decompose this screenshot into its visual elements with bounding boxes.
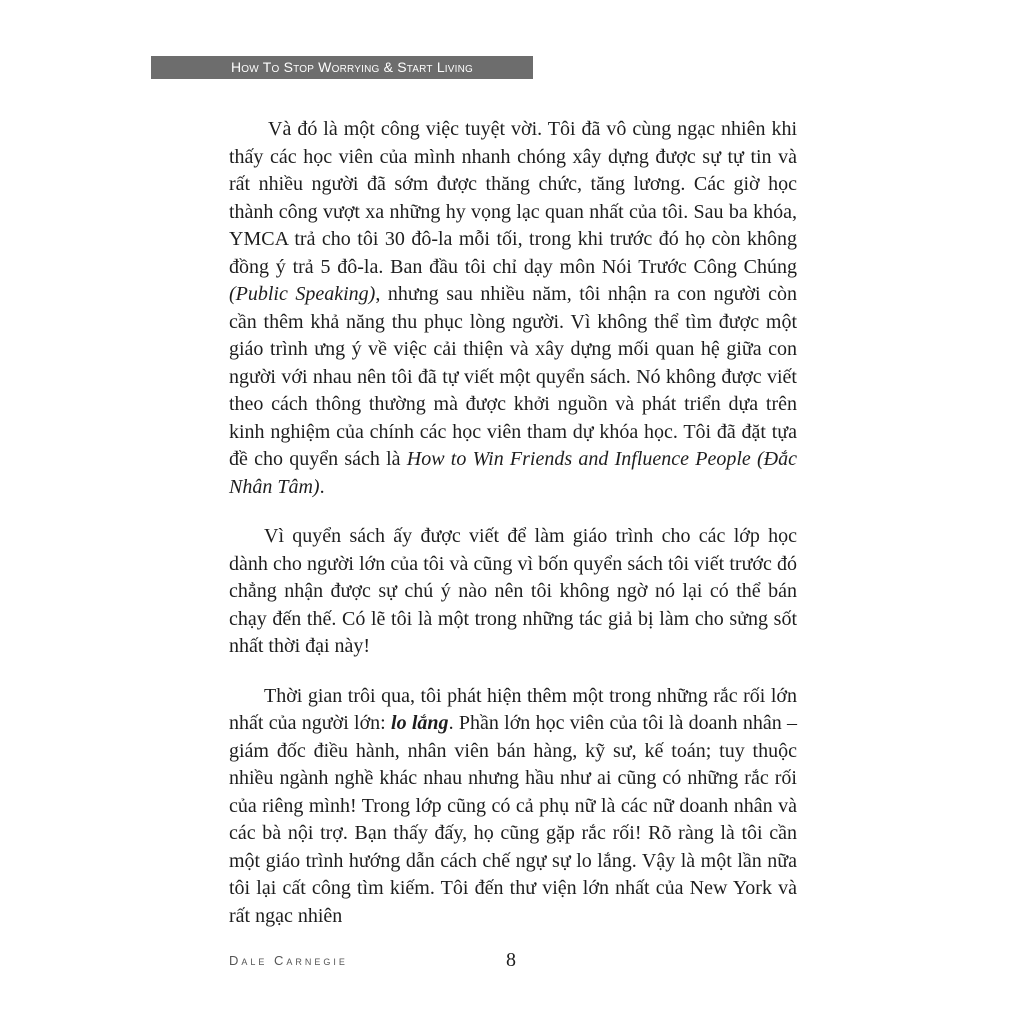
page-number: 8 bbox=[506, 949, 516, 971]
paragraph-1-text-c: . bbox=[319, 475, 325, 498]
paragraph-1 bbox=[229, 116, 797, 501]
paragraph-3 bbox=[229, 683, 797, 931]
running-header-title: How To Stop Worrying & Start Living bbox=[231, 59, 474, 75]
paragraph-1-italic-a: (Public Speaking) bbox=[229, 283, 376, 305]
paragraph-3-text-b: . Phần lớn học viên của tôi là doanh nhân – giám đốc điều hành, nhân viên bán hàng, kỹ sư, kế toán; tuy thuộc nhiều ngành nghề khác nhau nhưng hầu như ai cũng có những rắc rối của riêng mình! Trong lớp cũng có cả phụ nữ là các nữ doanh nhân và các bà nội trợ. Bạn thấy đấy, họ cũng gặp rắc rối! Rõ ràng là tôi cần một giáo trình hướng dẫn cách chế ngự sự lo lắng. Vậy là một lần nữa tôi lại cất công tìm kiếm. Tôi đến thư viện lớn nhất của New York và rất ngạc nhiên bbox=[229, 712, 797, 927]
paragraph-3-text-a: Thời gian trôi qua, tôi phát hiện thêm một trong những rắc rối lớn nhất của người lớn: bbox=[229, 684, 797, 734]
footer-author: Dale Carnegie bbox=[229, 953, 348, 968]
page-body bbox=[229, 116, 797, 952]
book-title-italic: How to Win Friends and Influence People (Đắc Nhân Tâm) bbox=[229, 448, 797, 498]
emphasis-worry: lo lắng bbox=[391, 712, 449, 734]
running-header-bar bbox=[151, 56, 533, 79]
paragraph-1-text-a: Và đó là một công việc tuyệt vời. Tôi đã vô cùng ngạc nhiên khi thấy các học viên của mình nhanh chóng xây dựng được sự tự tin và rất nhiều người đã sớm được thăng chức, tăng lương. Các giờ học thành công vượt xa những hy vọng lạc quan nhất của tôi. Sau ba khóa, YMCA trả cho tôi 30 đô-la mỗi tối, trong khi trước đó họ còn không đồng ý trả 5 đô-la. Ban đầu tôi chỉ dạy môn Nói Trước Công Chúng bbox=[229, 118, 797, 278]
paragraph-1-text-b: , nhưng sau nhiều năm, tôi nhận ra con người còn cần thêm khả năng thu phục lòng người. Vì không thể tìm được một giáo trình ưng ý về việc cải thiện và xây dựng mối quan hệ giữa con người với nhau nên tôi đã tự viết một quyển sách. Nó không được viết theo cách thông thường mà được khởi nguồn và phát triển dựa trên kinh nghiệm của chính các học viên tham dự khóa học. Tôi đã đặt tựa đề cho quyển sách là bbox=[229, 283, 797, 470]
paragraph-2: Vì quyển sách ấy được viết để làm giáo trình cho các lớp học dành cho người lớn của tôi và cũng vì bốn quyển sách tôi viết trước đó chẳng nhận được sự chú ý nào nên tôi không ngờ nó lại có thể bán chạy đến thế. Có lẽ tôi là một trong những tác giả bị làm cho sửng sốt nhất thời đại này! bbox=[229, 525, 797, 657]
